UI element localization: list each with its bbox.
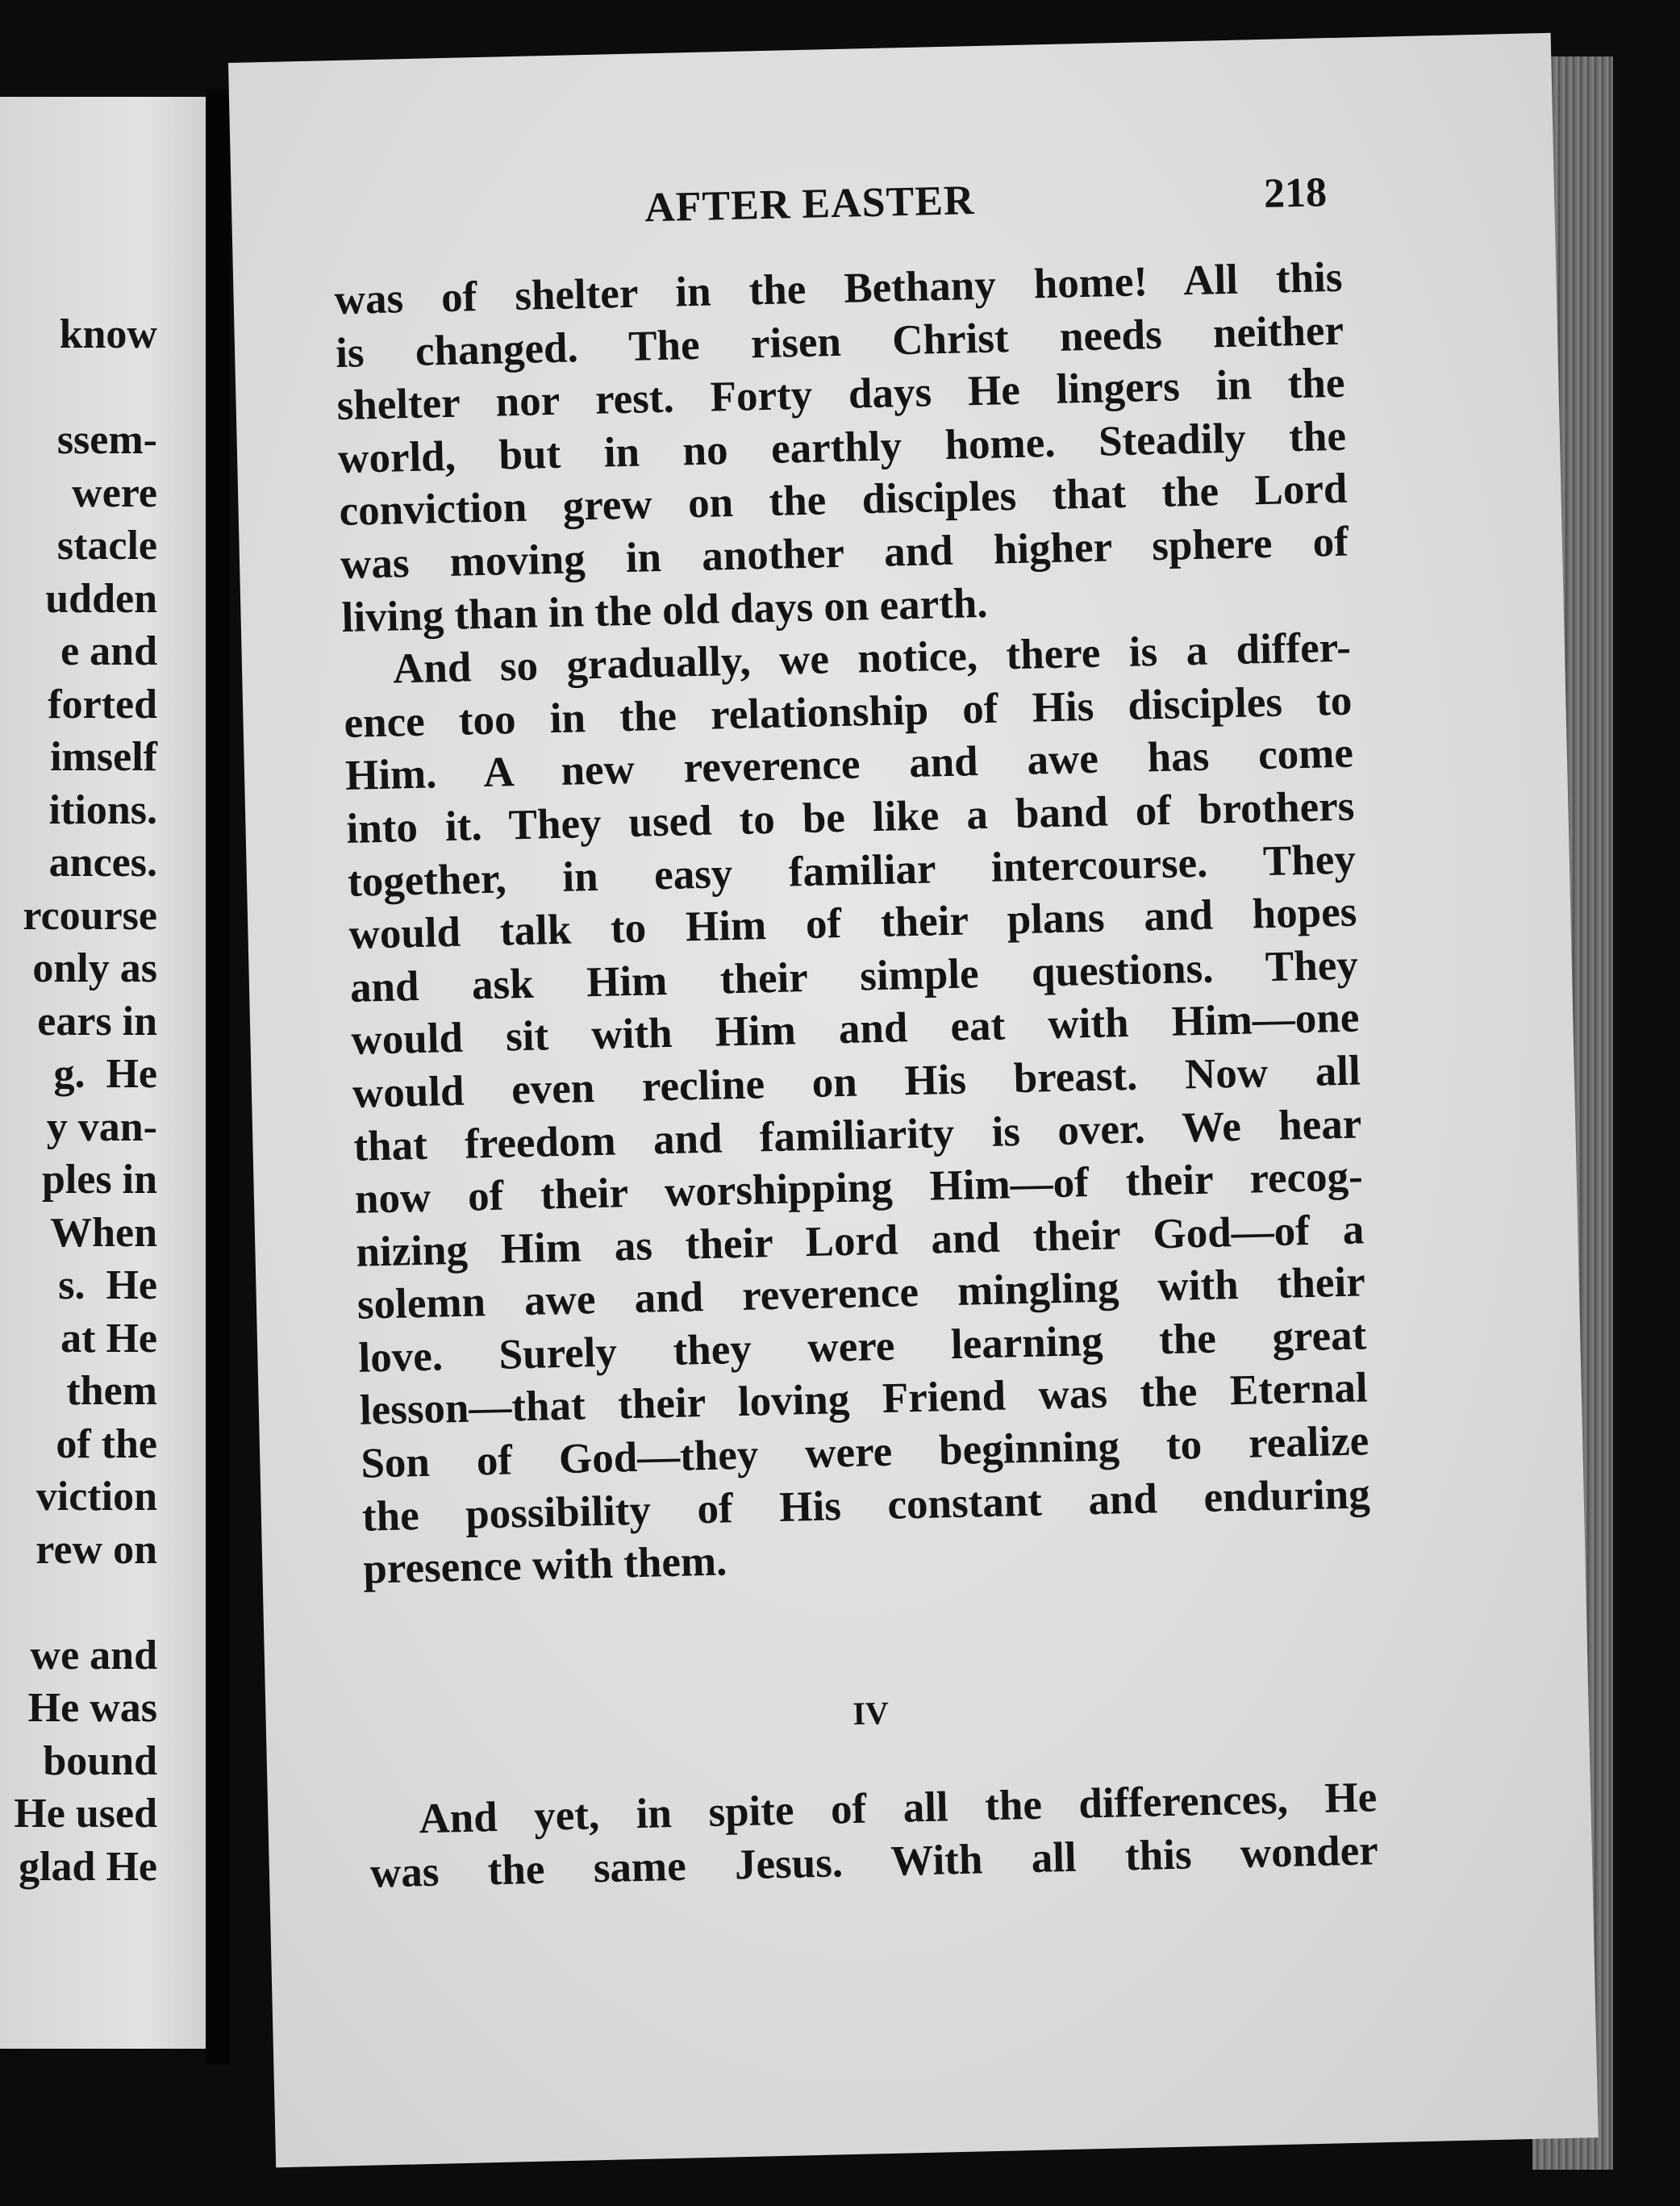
text-line: Him. A new reverence and awe has come: [344, 729, 1354, 800]
left-page-line: know: [59, 311, 157, 357]
text-line: would even recline on His breast. Now all: [352, 1047, 1361, 1117]
text-line: would sit with Him and eat with Him—one: [350, 994, 1360, 1065]
text-line: was of shelter in the Bethany home! All this: [334, 253, 1344, 324]
left-page-line: y van-: [46, 1103, 157, 1150]
left-page-line: ples in: [41, 1157, 157, 1203]
left-page-line: ssem-: [56, 417, 157, 463]
left-page-line: of the: [56, 1420, 157, 1467]
text-line: into it. They used to be like a band of brothers: [345, 782, 1355, 853]
text-line: love. Surely they were learning the great: [357, 1312, 1367, 1382]
text-line: is changed. The risen Christ needs neither: [335, 307, 1344, 377]
text-line: now of their worshipping Him—of their recog-: [354, 1153, 1364, 1223]
left-page-text: [0, 308, 157, 1893]
left-page-line: them: [66, 1368, 157, 1414]
text-line: solemn awe and reverence mingling with their: [356, 1258, 1366, 1329]
left-page-line: were: [72, 469, 157, 516]
left-page-line: imself: [50, 734, 157, 780]
left-page-line: [0, 361, 157, 415]
left-page-line: e and: [60, 628, 157, 674]
paragraph-2: [342, 622, 1371, 1597]
left-page-line: When: [50, 1209, 157, 1256]
left-page-line: stacle: [56, 523, 157, 569]
text-line: presence with them.: [362, 1537, 727, 1593]
running-head: [231, 164, 1554, 231]
text-line: conviction grew on the disciples that the Lord: [339, 465, 1348, 536]
paragraph-3: [369, 1771, 1379, 1900]
text-line: was the same Jesus. With all this wonder: [369, 1826, 1379, 1897]
left-page-line: s. He: [58, 1262, 157, 1308]
section-number: IV: [852, 1694, 890, 1732]
text-line: was moving in another and higher sphere of: [340, 518, 1349, 588]
text-line: lesson—that their loving Friend was the Eternal: [359, 1364, 1369, 1435]
text-line: and ask Him their simple questions. They: [349, 941, 1359, 1011]
text-line: nizing Him as their Lord and their God—of a: [355, 1206, 1365, 1276]
left-page-line: He was: [27, 1685, 157, 1731]
paragraph-1: [334, 252, 1350, 644]
left-page-line: g. He: [53, 1051, 157, 1097]
left-page-line: viction: [35, 1474, 157, 1520]
text-line: that freedom and familiarity is over. We hear: [352, 1099, 1362, 1170]
left-page-line: we and: [30, 1632, 157, 1678]
left-page: [0, 97, 206, 2049]
text-line: together, in easy familiar intercourse. They: [347, 836, 1357, 906]
text-line: world, but in no earthly home. Steadily the: [337, 412, 1347, 482]
text-line: And yet, in spite of all the differences, He: [418, 1774, 1378, 1843]
running-title: AFTER EASTER: [644, 177, 976, 231]
left-page-line: glad He: [19, 1843, 157, 1890]
left-page-line: itions.: [48, 786, 157, 833]
text-line: ence too in the relationship of His disciples to: [343, 677, 1353, 747]
right-page: [228, 33, 1599, 2168]
book-gutter: [206, 89, 230, 2065]
left-page-line: ears in: [37, 998, 157, 1045]
left-page-line: forted: [48, 681, 157, 728]
left-page-line: He used: [14, 1791, 157, 1837]
text-line: the possibility of His constant and enduring: [361, 1470, 1371, 1541]
left-page-line: rew on: [35, 1526, 157, 1573]
text-line: living than in the old days on earth.: [340, 579, 989, 641]
text-line: Son of God—they were beginning to realize: [360, 1417, 1369, 1487]
text-line: would talk to Him of their plans and hopes: [348, 888, 1357, 959]
page-number: 218: [1263, 169, 1328, 217]
left-page-line: ances.: [48, 840, 157, 886]
left-page-line: bound: [43, 1737, 157, 1784]
left-page-line: only as: [32, 945, 157, 991]
text-line: And so gradually, we notice, there is a differ-: [392, 623, 1352, 693]
left-page-line: at He: [60, 1315, 157, 1362]
text-line: shelter nor rest. Forty days He lingers in the: [336, 359, 1346, 430]
left-page-line: rcourse: [23, 892, 157, 939]
left-page-line: udden: [45, 575, 157, 622]
left-page-line: [0, 1576, 157, 1629]
body-text: [334, 252, 1372, 1597]
